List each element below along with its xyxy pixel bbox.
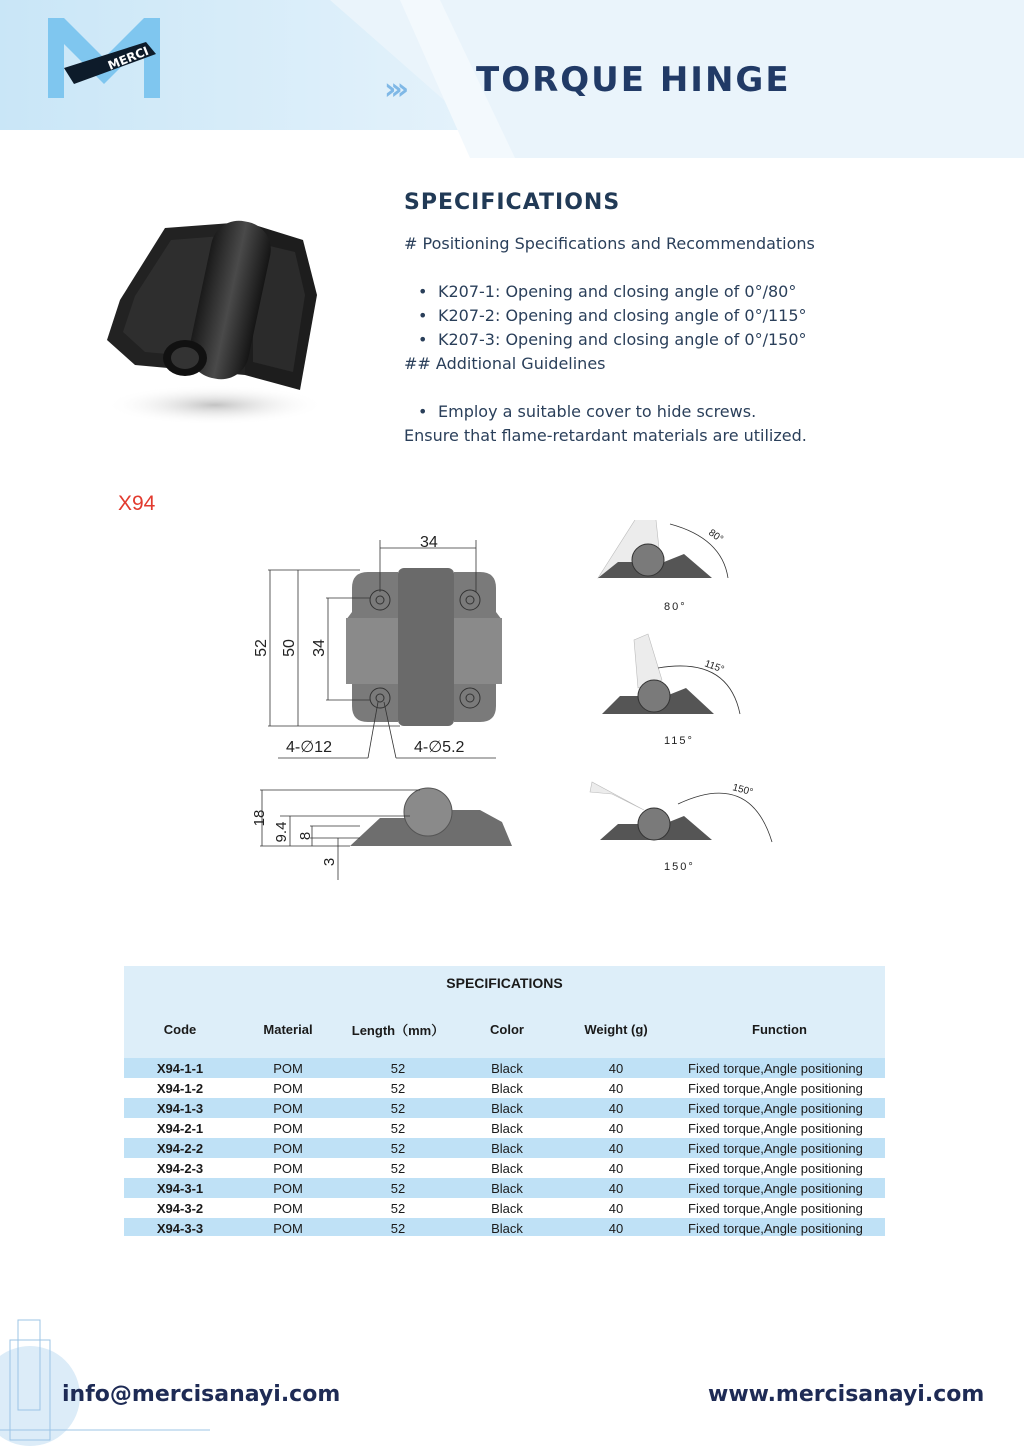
footer-website-link[interactable]: www.mercisanayi.com xyxy=(708,1382,985,1407)
table-row xyxy=(124,1098,885,1118)
angle-caption-80: 80° xyxy=(664,601,687,613)
table-cell: 40 xyxy=(558,1218,674,1236)
chevron-decoration-icon: ››› xyxy=(384,72,404,107)
table-cell: Black xyxy=(456,1138,558,1158)
table-cell: X94-2-1 xyxy=(124,1118,236,1138)
column-header: Length（mm） xyxy=(340,1000,456,1058)
column-header: Material xyxy=(236,1000,340,1058)
table-cell: POM xyxy=(236,1078,340,1098)
table-cell: Black xyxy=(456,1058,558,1078)
table-cell: 40 xyxy=(558,1118,674,1138)
merci-logo xyxy=(44,18,164,102)
table-cell: POM xyxy=(236,1058,340,1078)
table-row xyxy=(124,1198,885,1218)
table-title-row xyxy=(124,966,885,1000)
dim-hole-small: 4-∅5.2 xyxy=(414,739,465,756)
specifications-table xyxy=(124,966,885,1236)
spec-angle-item: • K207-3: Opening and closing angle of 0°/150° xyxy=(404,328,964,352)
table-cell: Black xyxy=(456,1178,558,1198)
table-cell: Fixed torque,Angle positioning xyxy=(674,1218,885,1236)
column-header: Code xyxy=(124,1000,236,1058)
angle-diagram-115 xyxy=(602,634,740,747)
dim-side-base: 3 xyxy=(321,857,338,867)
table-cell: 52 xyxy=(340,1118,456,1138)
column-header: Weight (g) xyxy=(558,1000,674,1058)
table-cell: X94-1-2 xyxy=(124,1078,236,1098)
table-cell: POM xyxy=(236,1198,340,1218)
angle-label-80: 80° xyxy=(706,527,725,546)
angle-caption-150: 150° xyxy=(664,861,695,873)
logo-text: MERCI xyxy=(105,43,151,73)
table-cell: Fixed torque,Angle positioning xyxy=(674,1078,885,1098)
dim-hole-large: 4-∅12 xyxy=(286,739,332,756)
table-cell: Black xyxy=(456,1118,558,1138)
spec-closing-note: Ensure that flame-retardant materials are utilized. xyxy=(404,426,807,445)
table-cell: Black xyxy=(456,1158,558,1178)
angle-diagram-80 xyxy=(598,520,728,613)
specifications-body xyxy=(404,232,964,448)
angle-label-115: 115° xyxy=(702,658,726,676)
table-cell: 52 xyxy=(340,1098,456,1118)
table-cell: 40 xyxy=(558,1058,674,1078)
table-cell: Black xyxy=(456,1198,558,1218)
table-cell: POM xyxy=(236,1138,340,1158)
table-cell: Black xyxy=(456,1078,558,1098)
dim-height-outer: 52 xyxy=(253,639,270,657)
table-cell: X94-2-3 xyxy=(124,1158,236,1178)
table-cell: 40 xyxy=(558,1158,674,1178)
table-cell: Black xyxy=(456,1218,558,1236)
technical-drawing xyxy=(240,520,800,900)
dim-height-mid: 50 xyxy=(281,639,298,657)
table-cell: Black xyxy=(456,1098,558,1118)
table-cell: 52 xyxy=(340,1138,456,1158)
table-cell: X94-1-3 xyxy=(124,1098,236,1118)
column-header: Color xyxy=(456,1000,558,1058)
table-cell: 52 xyxy=(340,1178,456,1198)
spec-guideline-item: • Employ a suitable cover to hide screws. xyxy=(404,400,964,424)
dim-side-lower: 8 xyxy=(297,831,314,841)
angle-label-150: 150° xyxy=(731,782,755,799)
table-header-row xyxy=(124,1000,885,1058)
dim-height-inner: 34 xyxy=(311,639,328,657)
table-cell: 40 xyxy=(558,1178,674,1198)
table-cell: Fixed torque,Angle positioning xyxy=(674,1118,885,1138)
dim-side-total: 18 xyxy=(251,809,268,827)
hinge-product-photo xyxy=(95,200,335,430)
table-row xyxy=(124,1138,885,1158)
table-row xyxy=(124,1178,885,1198)
table-cell: Fixed torque,Angle positioning xyxy=(674,1198,885,1218)
table-cell: POM xyxy=(236,1218,340,1236)
table-row xyxy=(124,1118,885,1138)
table-cell: Fixed torque,Angle positioning xyxy=(674,1138,885,1158)
page-title: TORQUE HINGE xyxy=(476,60,791,100)
table-title: SPECIFICATIONS xyxy=(124,966,885,1000)
table-cell: POM xyxy=(236,1178,340,1198)
table-row xyxy=(124,1058,885,1078)
angle-diagram-150 xyxy=(590,782,772,873)
table-cell: X94-3-3 xyxy=(124,1218,236,1236)
table-cell: 40 xyxy=(558,1138,674,1158)
table-cell: 40 xyxy=(558,1198,674,1218)
table-cell: Fixed torque,Angle positioning xyxy=(674,1058,885,1078)
table-row xyxy=(124,1158,885,1178)
footer-email-link[interactable]: info@mercisanayi.com xyxy=(62,1382,341,1407)
table-row xyxy=(124,1078,885,1098)
spec-angle-item: • K207-2: Opening and closing angle of 0°/115° xyxy=(404,304,964,328)
angle-caption-115: 115° xyxy=(664,735,694,747)
table-cell: 40 xyxy=(558,1078,674,1098)
table-cell: POM xyxy=(236,1098,340,1118)
table-cell: Fixed torque,Angle positioning xyxy=(674,1098,885,1118)
table-row xyxy=(124,1218,885,1236)
table-cell: 52 xyxy=(340,1198,456,1218)
table-cell: 40 xyxy=(558,1098,674,1118)
table-cell: POM xyxy=(236,1158,340,1178)
table-cell: 52 xyxy=(340,1218,456,1236)
side-view-drawing xyxy=(251,788,512,880)
front-view-drawing xyxy=(253,534,502,758)
table-cell: X94-3-1 xyxy=(124,1178,236,1198)
table-cell: X94-3-2 xyxy=(124,1198,236,1218)
specifications-heading: SPECIFICATIONS xyxy=(404,190,621,215)
table-cell: X94-1-1 xyxy=(124,1058,236,1078)
dim-top-width: 34 xyxy=(420,534,438,551)
spec-sub-heading: ## Additional Guidelines xyxy=(404,354,606,373)
table-cell: Fixed torque,Angle positioning xyxy=(674,1178,885,1198)
table-cell: 52 xyxy=(340,1058,456,1078)
table-cell: 52 xyxy=(340,1078,456,1098)
table-cell: POM xyxy=(236,1118,340,1138)
table-cell: Fixed torque,Angle positioning xyxy=(674,1158,885,1178)
spec-intro: # Positioning Specifications and Recommendations xyxy=(404,234,815,253)
table-cell: X94-2-2 xyxy=(124,1138,236,1158)
column-header: Function xyxy=(674,1000,885,1058)
dim-side-mid: 9.4 xyxy=(273,821,290,843)
model-code: X94 xyxy=(118,492,156,515)
table-cell: 52 xyxy=(340,1158,456,1178)
footer-decoration xyxy=(0,1300,210,1448)
spec-angle-item: • K207-1: Opening and closing angle of 0°/80° xyxy=(404,280,964,304)
